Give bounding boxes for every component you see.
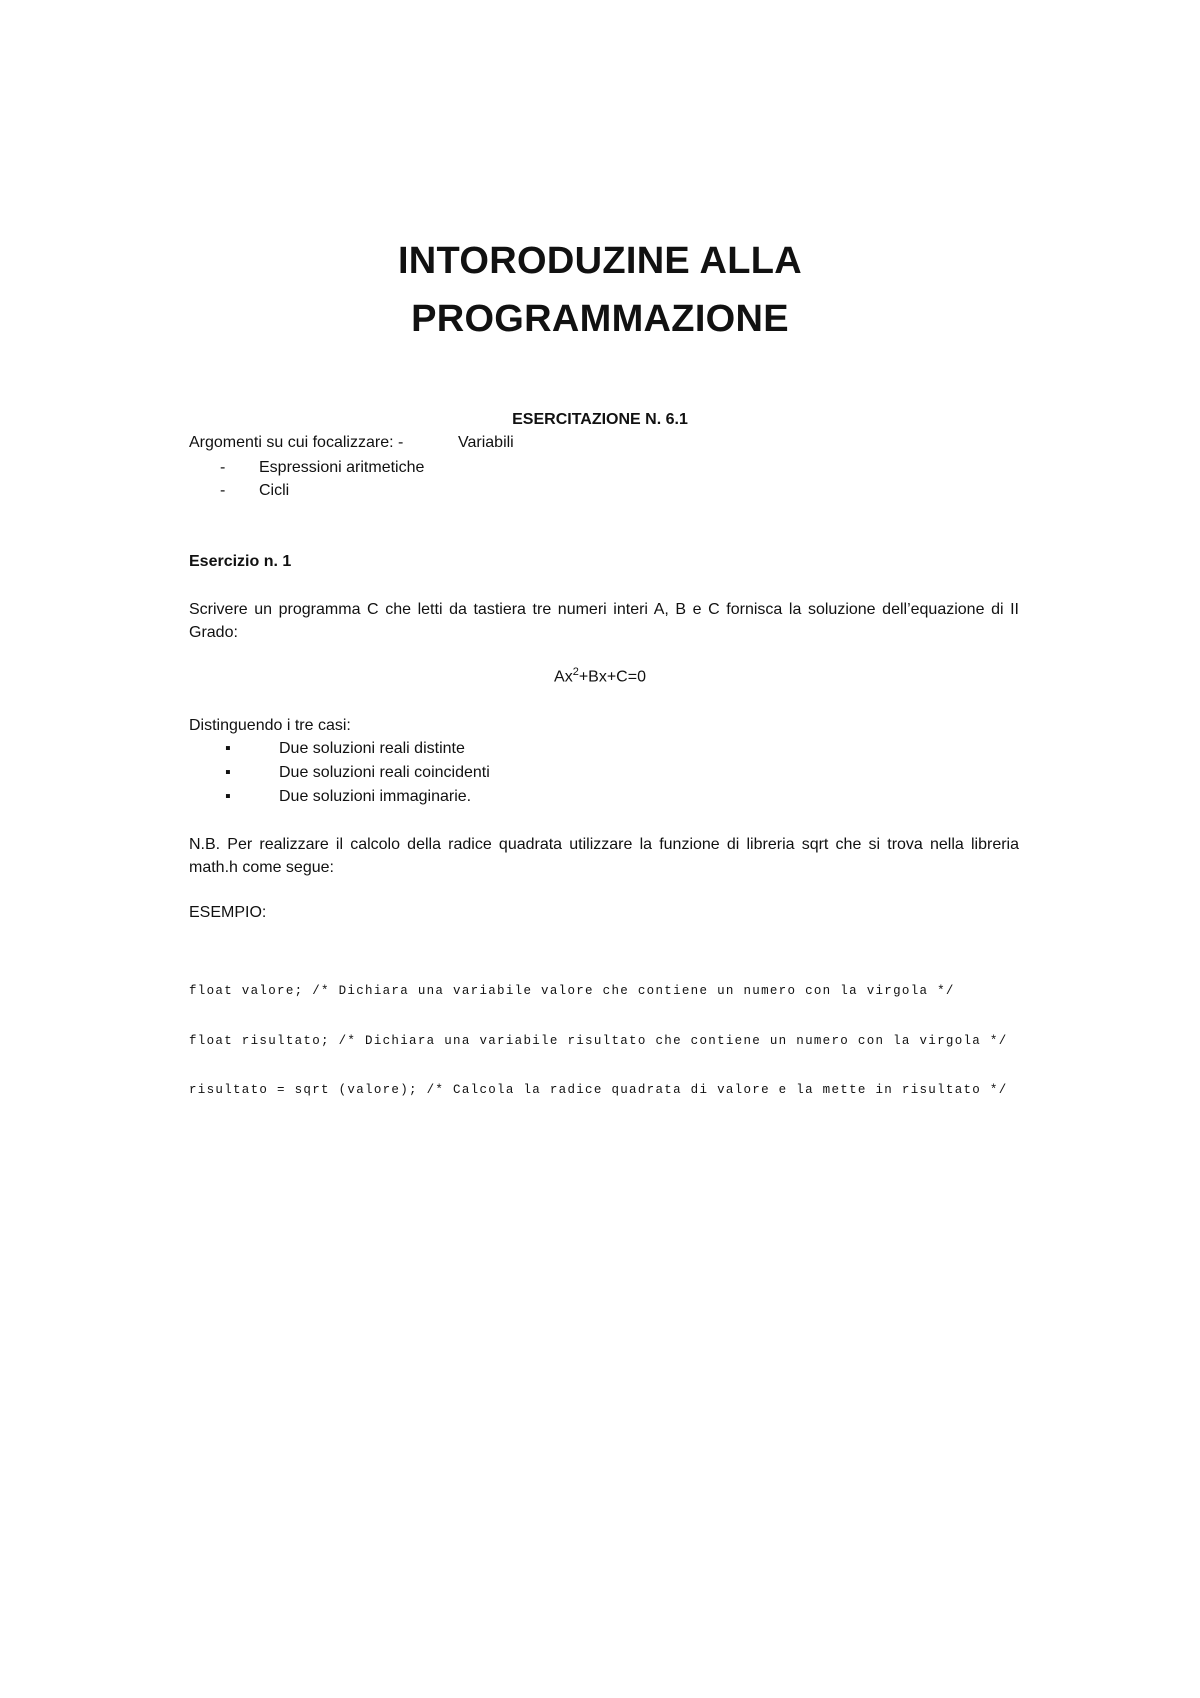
equation-rest: +Bx+C=0 bbox=[578, 668, 646, 686]
note-paragraph: N.B. Per realizzare il calcolo della radice quadrata utilizzare la funzione di libreria sqrt che si trova nella libreria math.h come segue: bbox=[189, 836, 1019, 876]
code-line: float valore; /* Dichiara una variabile valore che contiene un numero con la virgola */ bbox=[189, 984, 955, 998]
exercise-text: Scrivere un programma C che letti da tastiera tre numeri interi A, B e C fornisca la soluzione dell’equazione di II Grado: bbox=[189, 601, 1019, 641]
bullet-icon: ▪ bbox=[225, 788, 231, 805]
topic-item: Espressioni aritmetiche bbox=[259, 459, 425, 476]
dash-marker: - bbox=[220, 459, 226, 476]
topics-label: Argomenti su cui focalizzare: - bbox=[189, 434, 404, 451]
code-line: float risultato; /* Dichiara una variabile risultato che contiene un numero con la virgola */ bbox=[189, 1033, 1008, 1048]
equation bbox=[0, 666, 1200, 686]
cases-label: Distinguendo i tre casi: bbox=[189, 717, 351, 734]
case-item: Due soluzioni reali distinte bbox=[279, 740, 465, 757]
document-title-line-1: INTORODUZINE ALLA bbox=[397, 240, 803, 282]
exercise-set-heading: ESERCITAZIONE N. 6.1 bbox=[512, 411, 688, 428]
case-item: Due soluzioni immaginarie. bbox=[279, 788, 472, 805]
code-example bbox=[189, 950, 1019, 1132]
document-title-line-2: PROGRAMMAZIONE bbox=[411, 298, 789, 340]
equation-exponent: 2 bbox=[572, 666, 579, 678]
code-line: risultato = sqrt (valore); /* Calcola la radice quadrata di valore e la mette in risultato */ bbox=[189, 1083, 1008, 1097]
topic-item: Cicli bbox=[259, 482, 290, 499]
dash-marker: - bbox=[220, 482, 226, 499]
example-label: ESEMPIO: bbox=[189, 904, 267, 921]
case-item: Due soluzioni reali coincidenti bbox=[279, 764, 490, 781]
equation-base: Ax bbox=[554, 668, 573, 686]
bullet-icon: ▪ bbox=[225, 764, 231, 781]
exercise-heading: Esercizio n. 1 bbox=[189, 553, 292, 570]
bullet-icon: ▪ bbox=[225, 740, 231, 757]
topic-item: Variabili bbox=[458, 434, 514, 451]
